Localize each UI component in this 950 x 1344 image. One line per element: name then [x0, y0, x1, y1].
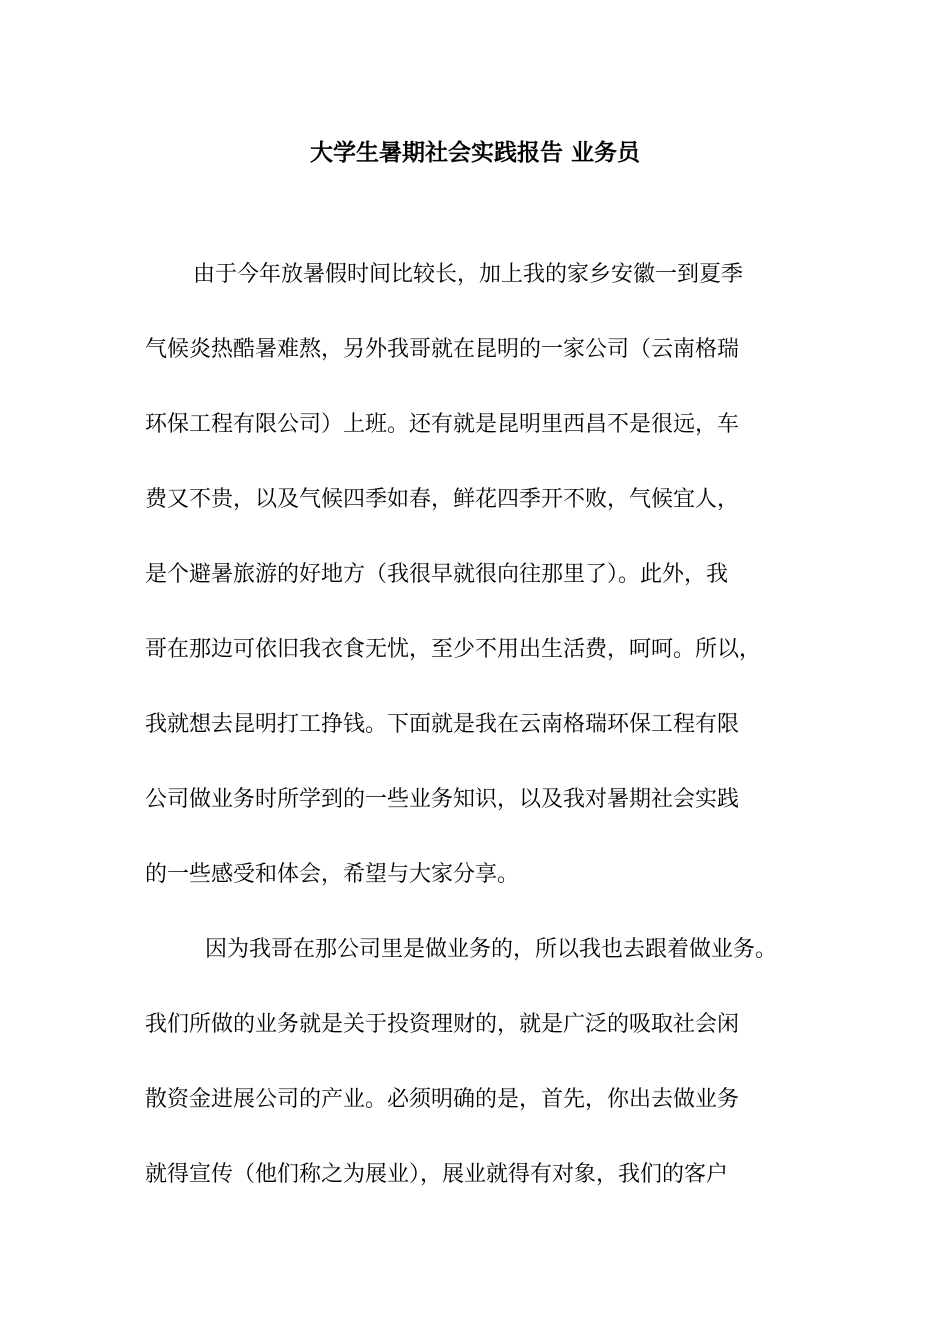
- paragraph-line: 就得宣传（他们称之为展业），展业就得有对象，我们的客户: [145, 1162, 729, 1187]
- paragraph-line: 是个避暑旅游的好地方（我很早就很向往那里了）。此外，我: [145, 562, 729, 587]
- paragraph-line: 公司做业务时所学到的一些业务知识，以及我对暑期社会实践: [145, 787, 740, 812]
- paragraph-line: 费又不贵，以及气候四季如春，鲜花四季开不败，气候宜人，: [145, 487, 740, 512]
- paragraph-line: 我就想去昆明打工挣钱。下面就是我在云南格瑞环保工程有限: [145, 712, 740, 737]
- paragraph-line: 散资金进展公司的产业。必须明确的是，首先，你出去做业务: [145, 1087, 740, 1112]
- paragraph-line: 的一些感受和体会，希望与大家分享。: [145, 862, 520, 887]
- paragraph-line: 因为我哥在那公司里是做业务的，所以我也去跟着做业务。: [205, 937, 778, 962]
- paragraph-line: 气候炎热酷暑难熬，另外我哥就在昆明的一家公司（云南格瑞: [145, 337, 740, 362]
- paragraph-line: 由于今年放暑假时间比较长，加上我的家乡安徽一到夏季: [193, 262, 744, 287]
- paragraph-line: 我们所做的业务就是关于投资理财的，就是广泛的吸取社会闲: [145, 1012, 740, 1037]
- document-title: 大学生暑期社会实践报告 业务员: [309, 139, 640, 166]
- paragraph-line: 环保工程有限公司）上班。还有就是昆明里西昌不是很远，车: [145, 412, 740, 437]
- paragraph-line: 哥在那边可依旧我衣食无忧，至少不用出生活费，呵呵。所以，: [145, 637, 762, 662]
